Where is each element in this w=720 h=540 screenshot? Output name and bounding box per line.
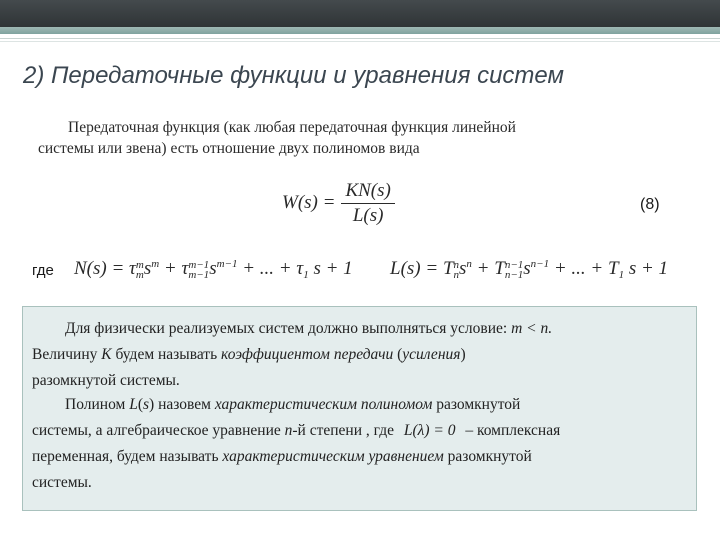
poly-n-term1-s: s <box>143 258 152 279</box>
poly-l-term1-sup: n <box>453 258 460 271</box>
poly-n-term1-sub: m <box>135 268 144 281</box>
poly-l-term1-sub: n <box>453 268 460 281</box>
poly-n-term2-sup: m−1 <box>188 258 210 271</box>
gain-paren-open: ( <box>393 346 403 363</box>
poly-l-term1-s: s <box>459 258 467 279</box>
header-divider-line <box>0 38 720 39</box>
formula-denominator: L(s) <box>352 204 384 226</box>
poly-n-term1: τ <box>129 258 136 279</box>
poly-l-term3-sub: 1 <box>618 269 625 281</box>
poly-n-term1-indices <box>136 260 144 280</box>
gain-symbol: K <box>101 346 112 363</box>
header-bar <box>0 0 720 27</box>
poly-l-term2-s: s <box>523 258 531 279</box>
poly-l-term2-indices <box>505 260 523 280</box>
poly-n-term3-sub: 1 <box>303 269 309 281</box>
poly-l-term3: T <box>608 258 619 279</box>
poly-l-term2-s-sup: n−1 <box>530 258 550 270</box>
poly-l-term2: T <box>494 258 505 279</box>
intro-line-1: Передаточная функция (как любая передаточная функция линейной <box>68 119 516 136</box>
char-eq-last-line: системы. <box>32 474 92 491</box>
poly-l-term1-s-sup: n <box>466 258 472 270</box>
intro-paragraph <box>38 117 698 159</box>
char-poly-variable: s <box>143 396 150 413</box>
char-poly-text: ) назовем <box>149 396 215 413</box>
char-poly-text-end: разомкнутой <box>432 396 521 413</box>
intro-line-2: системы или звена) есть отношение двух полиномов вида <box>38 140 420 157</box>
char-eq-intro: системы, а алгебраическое уравнение <box>32 422 285 439</box>
formula-fraction <box>341 180 394 227</box>
slide-title: 2) Передаточные функции и уравнения систем <box>23 62 564 89</box>
poly-n-term2-indices <box>188 260 209 280</box>
poly-n-lhs: N(s) = <box>74 258 130 279</box>
char-poly-symbol: L <box>129 396 138 413</box>
poly-n-term2-s: s <box>209 258 217 279</box>
poly-l-plus: + <box>471 258 495 279</box>
char-eq-def-end: разомкнутой <box>443 448 532 465</box>
poly-l-tail: s + 1 <box>624 258 669 279</box>
char-eq-text: -й степени , где <box>292 422 398 439</box>
poly-n-mid: + ... + <box>237 258 297 279</box>
gain-term: коэффициентом передачи <box>221 346 394 363</box>
condition-paragraph <box>32 316 702 394</box>
transfer-function-formula <box>282 177 395 229</box>
char-eq-term: характеристическим уравнением <box>222 448 444 465</box>
condition-text: Для физически реализуемых систем должно выполняться условие: <box>65 320 512 337</box>
condition-inequality: m < n. <box>511 320 553 337</box>
header-accent-stripe <box>0 27 720 34</box>
formula-numerator: KN(s) <box>341 180 394 204</box>
poly-n-tail: s + 1 <box>308 258 353 279</box>
poly-n-term2-s-sup: m−1 <box>216 258 238 270</box>
gain-text-end: разомкнутой системы. <box>32 372 180 389</box>
poly-l-term1: T <box>442 258 454 279</box>
gain-intro-text: Величину <box>32 346 102 363</box>
gain-paren-close: ) <box>460 346 466 363</box>
char-eq-def-intro: переменная, будем называть <box>32 448 223 465</box>
poly-l-term2-sup: n−1 <box>504 258 524 271</box>
char-eq-text-end: – комплексная <box>461 422 561 439</box>
poly-l-term2-sub: n−1 <box>504 268 524 281</box>
poly-n-term1-sup: m <box>135 258 144 271</box>
poly-n-term1-s-sup: m <box>151 258 160 270</box>
equation-number: (8) <box>640 196 660 213</box>
poly-l-mid: + ... + <box>549 258 609 279</box>
denominator-polynomial <box>390 258 668 281</box>
char-poly-paren-open: ( <box>137 396 143 413</box>
poly-n-plus: + <box>159 258 182 279</box>
poly-l-lhs: L(s) = <box>390 258 443 279</box>
poly-n-term3: τ <box>296 258 304 279</box>
char-poly-intro: Полином <box>65 396 130 413</box>
char-eq-degree: n <box>284 422 293 439</box>
characteristic-paragraph <box>32 392 702 496</box>
gain-term-alt: усиления <box>402 346 461 363</box>
where-label: где <box>32 262 54 279</box>
formula-lhs: W(s) = <box>282 192 336 213</box>
numerator-polynomial <box>74 258 353 281</box>
char-poly-term: характеристическим полиномом <box>214 396 433 413</box>
poly-n-term2-sub: m−1 <box>188 268 210 281</box>
header-divider-line-2 <box>0 41 720 42</box>
poly-n-term2: τ <box>181 258 189 279</box>
gain-text: будем называть <box>111 346 222 363</box>
char-eq-inline-formula: L(λ) = 0 <box>403 422 456 439</box>
